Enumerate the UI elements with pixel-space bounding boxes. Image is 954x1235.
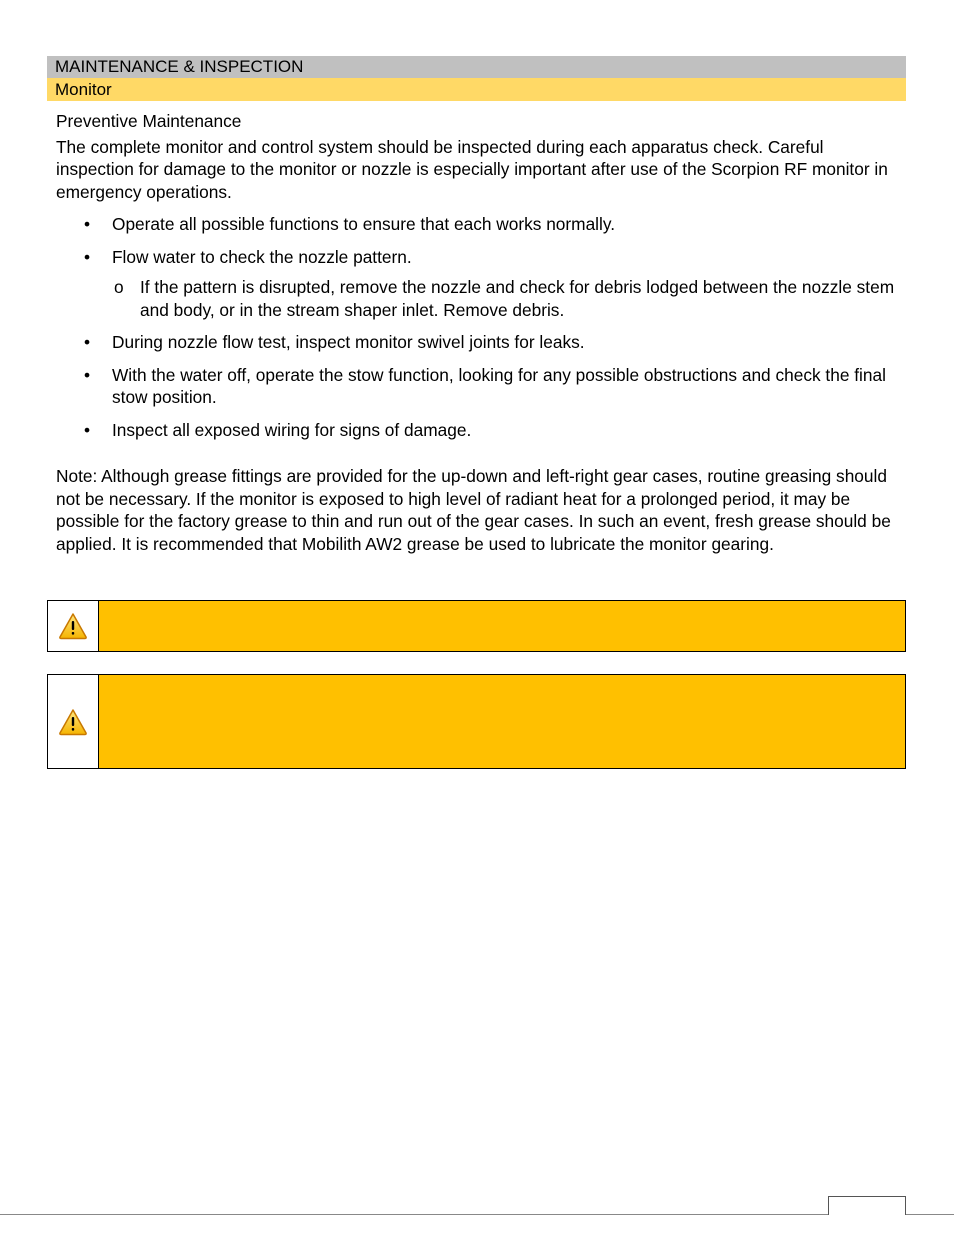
list-item: [56, 419, 901, 442]
warning-box: [47, 674, 906, 769]
note-label: Note:: [56, 466, 98, 486]
main-content: [56, 110, 901, 555]
note-text: Although grease fittings are provided for the up-down and left-right gear cases, routine greasing should not be necessary. If the monitor is exposed to high level of radiant heat for a prolonged period, it may be possible for the factory grease to thin and run out of the gear cases. In such an event, fresh grease should be applied. It is recommended that Mobilith AW2 grease be used to lubricate the monitor gearing.: [56, 466, 891, 554]
list-item-text: Inspect all exposed wiring for signs of damage.: [112, 419, 472, 440]
bullet-glyph: •: [84, 419, 91, 440]
bullet-glyph: •: [84, 246, 91, 267]
warning-icon-cell: [48, 601, 99, 651]
note-paragraph: [56, 465, 901, 555]
list-item: [56, 364, 901, 409]
preventive-maintenance-heading: Preventive Maintenance: [56, 111, 242, 131]
warning-icon-cell: [48, 675, 99, 768]
sub-list: [112, 276, 901, 321]
list-item: [56, 331, 901, 354]
list-item: [56, 246, 901, 322]
bullet-glyph: •: [84, 214, 91, 234]
list-item-text: During nozzle flow test, inspect monitor swivel joints for leaks.: [112, 332, 585, 352]
sub-bullet-glyph: o: [114, 277, 124, 297]
list-item-text: Flow water to check the nozzle pattern.: [112, 246, 412, 267]
maintenance-checklist: [56, 213, 901, 441]
section-title: MAINTENANCE & INSPECTION: [47, 56, 906, 78]
bullet-glyph: •: [84, 332, 91, 352]
warning-triangle-icon: [58, 612, 88, 640]
warning-text: [99, 601, 905, 651]
footer-rule: [0, 1214, 954, 1215]
sub-list-item-text: If the pattern is disrupted, remove the nozzle and check for debris lodged between the nozzle stem and body, or in the stream shaper inlet. Remove debris.: [140, 277, 895, 320]
warning-box: [47, 600, 906, 652]
page-number-box: [828, 1196, 906, 1215]
bullet-glyph: •: [84, 364, 91, 385]
warning-text: [99, 675, 905, 768]
warning-triangle-icon: [58, 708, 88, 736]
subsection-title: Monitor: [47, 78, 906, 101]
sub-list-item: [112, 276, 901, 321]
list-item-text: Operate all possible functions to ensure that each works normally.: [112, 214, 616, 234]
list-item: [56, 213, 901, 236]
intro-paragraph: The complete monitor and control system should be inspected during each apparatus check. Careful inspection for damage to the monitor or nozzle is especially important after use of the Scorpion RF monitor in emergency operations.: [56, 136, 888, 202]
list-item-text: With the water off, operate the stow function, looking for any possible obstructions and check the final stow position.: [112, 364, 886, 407]
